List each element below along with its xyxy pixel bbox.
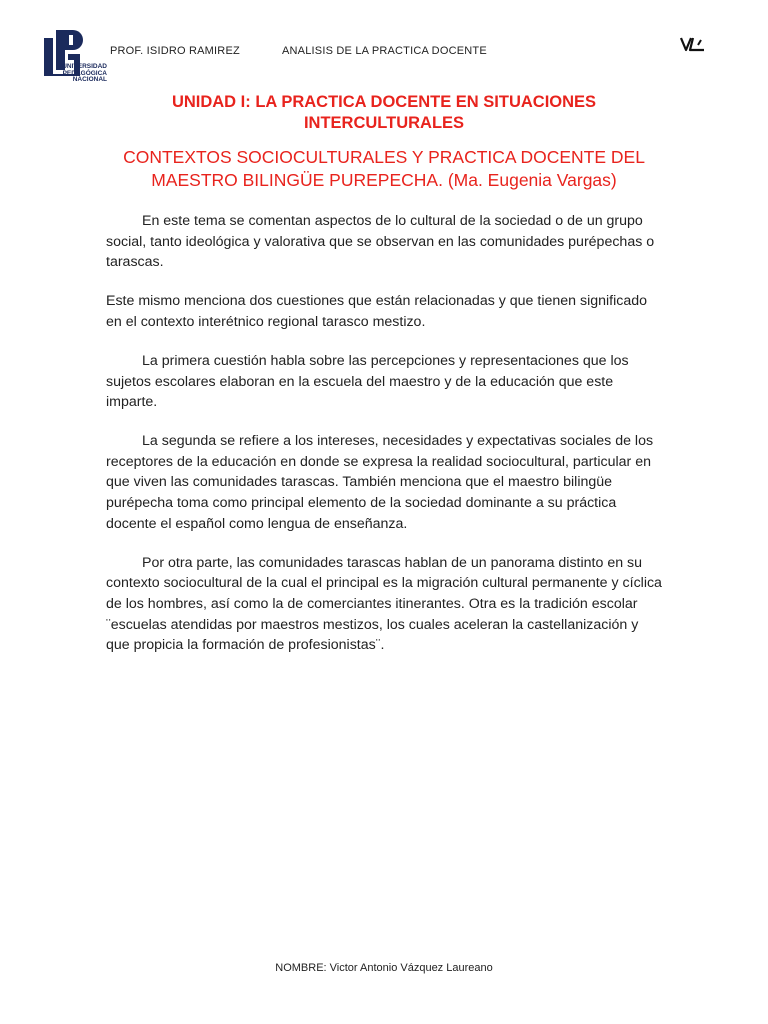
unit-title: UNIDAD I: LA PRACTICA DOCENTE EN SITUACIONES INTERCULTURALES: [171, 93, 597, 132]
paragraph-2: Este mismo menciona dos cuestiones que están relacionadas y que tienen significado en el contexto interétnico regional tarasco mestizo.: [106, 293, 648, 330]
course-name: ANALISIS DE LA PRACTICA DOCENTE: [282, 45, 487, 57]
logo-line-2: PEDAGÓGICA: [62, 69, 107, 77]
paragraph-4: La segunda se refiere a los intereses, necesidades y expectativas sociales de los receptores de la educación en donde se expresa la realidad sociocultural, particular en que viven las comunidades tarascas. También menciona que el maestro bilingüe purépecha toma como principal elemento de la sociedad dominante a su práctica docente el español como lengua de enseñanza.: [106, 433, 654, 532]
professor-name: PROF. ISIDRO RAMIREZ: [110, 45, 240, 57]
author-name: NOMBRE: Victor Antonio Vázquez Laureano: [275, 962, 493, 974]
paragraph-5: Por otra parte, las comunidades tarascas hablan de un panorama distinto en su contexto sociocultural de la cual el principal es la migración cultural permanente y cíclica de los hombres, así como la de comerciantes itinerantes. Otra es la tradición escolar ¨escuelas atendidas por maestros mestizos, los cuales aceleran la castellanización y que propicia la formación de profesionistas¨.: [106, 554, 662, 654]
logo-wordmark: [47, 64, 107, 84]
page-header: [0, 0, 768, 100]
logo-line-3: NACIONAL: [72, 76, 107, 83]
logo-line-1: UNIVERSIDAD: [62, 63, 107, 70]
topic-title: CONTEXTOS SOCIOCULTURALES Y PRACTICA DOCENTE DEL MAESTRO BILINGÜE PUREPECHA. (Ma. Eugenia Vargas): [123, 147, 645, 190]
document-body: [106, 211, 662, 674]
paragraph-3: La primera cuestión habla sobre las percepciones y representaciones que los sujetos escolares elaboran en la escuela del maestro y de la educación que este imparte.: [106, 352, 629, 411]
paragraph-1: En este tema se comentan aspectos de lo cultural de la sociedad o de un grupo social, tanto ideológica y valorativa que se observan en las comunidades purépechas o tarascas.: [106, 213, 655, 271]
vl-monogram-icon: [680, 36, 706, 52]
